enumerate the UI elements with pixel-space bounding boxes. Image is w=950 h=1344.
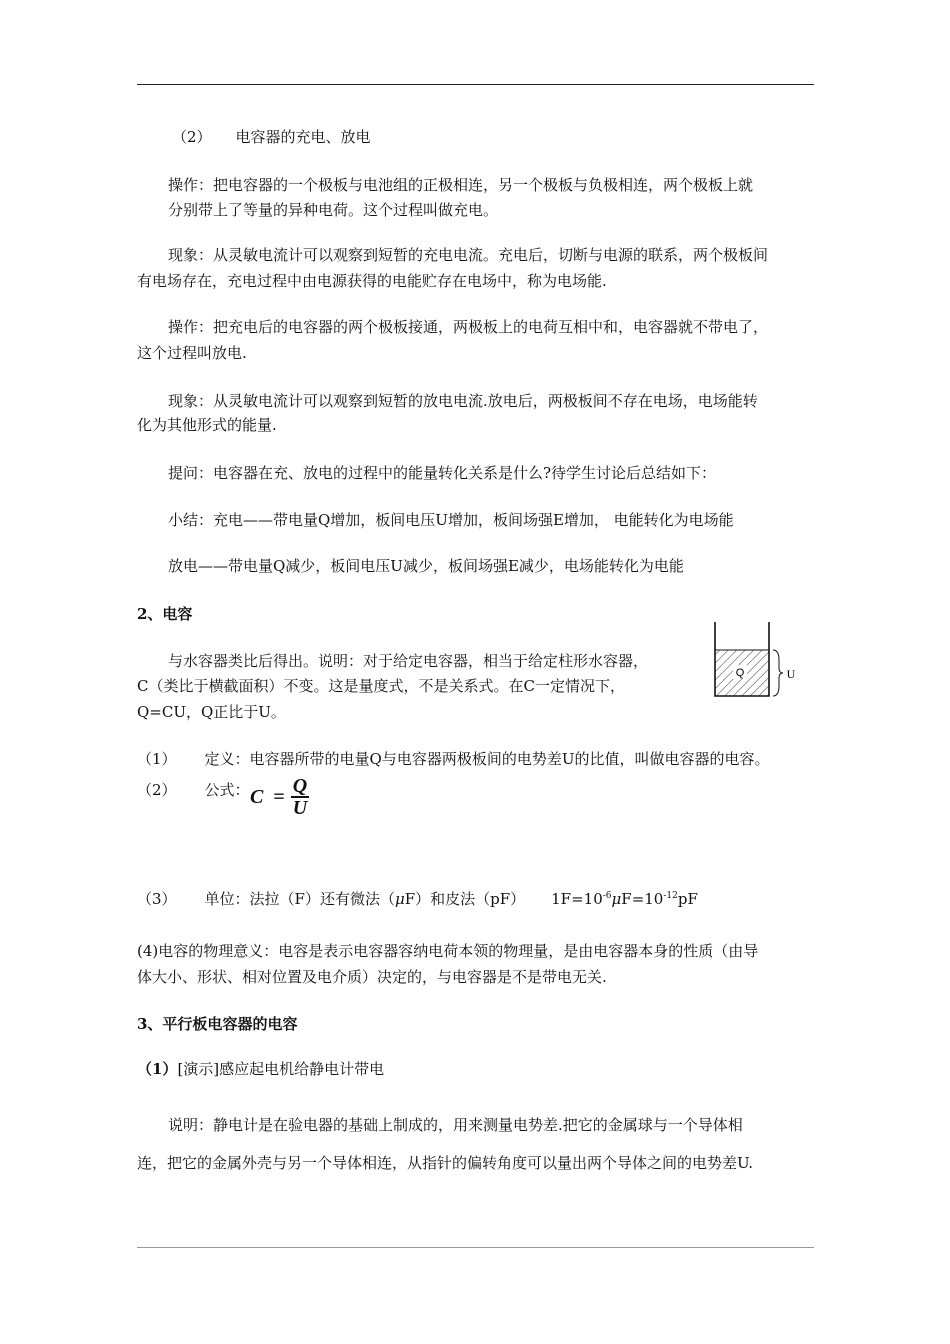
formula-line: （2） 公式：: [137, 781, 250, 799]
header-rule: [137, 84, 814, 85]
fill-label: Q: [735, 667, 745, 679]
paragraph-line: (4)电容的物理意义：电容是表示电容器容纳电荷本领的物理量，是由电容器本身的性质（由导: [137, 942, 759, 960]
paragraph-line: 有电场存在，充电过程中由电源获得的电能贮存在电场中，称为电场能.: [137, 272, 607, 290]
paragraph-line: 与水容器类比后得出。说明：对于给定电容器，相当于给定柱形水容器，: [168, 652, 649, 670]
paragraph-line: 现象：从灵敏电流计可以观察到短暂的充电电流。充电后，切断与电源的联系，两个极板间: [168, 246, 769, 264]
paragraph-line: 操作：把充电后的电容器的两个极板接通，两极板上的电荷互相中和，电容器就不带电了，: [168, 318, 769, 336]
formula-denominator: U: [292, 797, 308, 819]
paragraph-line: Q=CU，Q正比于U。: [137, 703, 286, 721]
paragraph-line: 现象：从灵敏电流计可以观察到短暂的放电电流.放电后，两极板间不存在电场，电场能转: [168, 392, 758, 410]
footer-rule: [137, 1247, 814, 1248]
water-container-figure: [707, 620, 807, 706]
paragraph-line: 提问：电容器在充、放电的过程中的能量转化关系是什么?待学生讨论后总结如下：: [168, 464, 717, 482]
capacitance-formula: [250, 776, 309, 818]
summary-line: 放电——带电量Q减少，板间电压U减少，板间场强E减少，电场能转化为电能: [168, 557, 684, 575]
height-brace: [773, 650, 783, 696]
formula-fraction: [291, 776, 309, 818]
paragraph-line: 分别带上了等量的异种电荷。这个过程叫做充电。: [168, 201, 499, 219]
unit-line: （3） 单位：法拉（F）还有微法（μF）和皮法（pF） $1F=10^{-6}\mu F=10^{-12}pF$: [137, 890, 698, 908]
demo-line: （1）[演示]感应起电机给静电计带电: [137, 1060, 385, 1078]
formula-equals: =: [273, 785, 285, 808]
paragraph-line: 操作：把电容器的一个极板与电池组的正极相连，另一个极板与负极相连，两个极板上就: [168, 176, 754, 194]
paragraph-line: 化为其他形式的能量.: [137, 416, 277, 434]
section-heading-capacitance: 2、电容: [137, 605, 193, 623]
summary-line: 小结：充电——带电量Q增加，板间电压U增加，板间场强E增加， 电能转化为电场能: [168, 511, 734, 529]
formula-numerator: Q: [292, 775, 308, 797]
paragraph-line: 连，把它的金属外壳与另一个导体相连，从指针的偏转角度可以量出两个导体之间的电势差U.: [137, 1154, 754, 1172]
paragraph-line: 说明：静电计是在验电器的基础上制成的，用来测量电势差.把它的金属球与一个导体相: [168, 1116, 743, 1134]
section-heading-charge-discharge: （2） 电容器的充电、放电: [172, 128, 371, 146]
section-heading-parallel-plate: 3、平行板电容器的电容: [137, 1015, 298, 1033]
paragraph-line: C（类比于横截面积）不变。这是量度式，不是关系式。在C一定情况下，: [137, 677, 625, 695]
paragraph-line: 体大小、形状、相对位置及电介质）决定的，与电容器是不是带电无关.: [137, 968, 607, 986]
formula-lhs: C: [250, 785, 264, 808]
height-label: U: [786, 667, 796, 681]
paragraph-line: 这个过程叫放电.: [137, 344, 247, 362]
definition-line: （1） 定义：电容器所带的电量Q与电容器两极板间的电势差U的比值，叫做电容器的电容。: [137, 750, 770, 768]
